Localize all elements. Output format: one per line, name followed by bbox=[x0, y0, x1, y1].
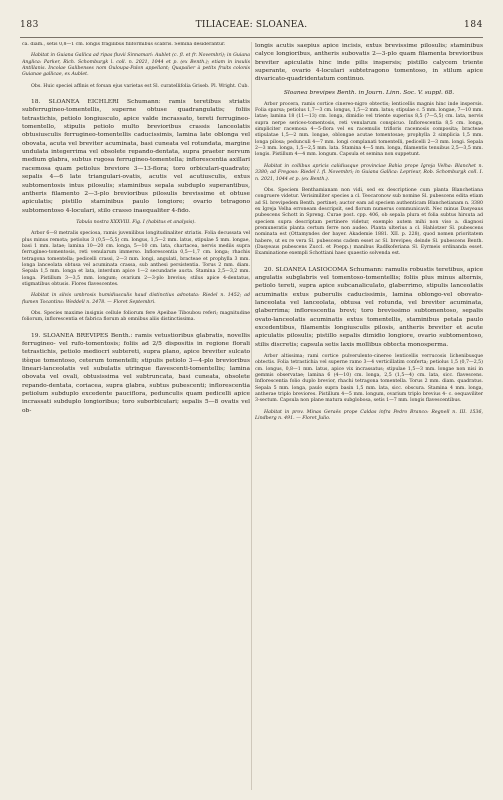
species-20-diagnosis: 20. SLOANEA LASIOCOMA Schumann: ramulis robustis teretibus, apice angulatis subglabris vel tomentoso-tomentellis; foliis plus minus alternis, petiolo tereti, supra apice subcanaliculato, glaberrimo, stipulis lanceolatis acuminatis extus puberulis caducissimis, lamina oblongo-vel obovato-lanceolata vel lanceolata, obtusa vel rotunda, vel breviter acuminata, glaberrima; inflorescentia brevi; toro brevissimo subtomentoso, sepalis ovato-lanceolatis acuminatis extus tomentellis, staminibus petala paulo excedentibus, filamentis longiusculis pilosis, antheris breviter et acute apiculatis pilosulis; pistillo sepalis dimidio longiore, ovario subtomentoso, stilis discretis; capsula setis laxis mollibus obtecta monosperma. bbox=[255, 266, 483, 348]
species-18-habitat: Habitat in silvis umbrosis humidiusculis haud distinctius adnotata: Riedel n. 1452; ad flumen Tocantins: Weddell n. 2478. — Floret Septembri. bbox=[22, 293, 250, 305]
column-gutter bbox=[251, 42, 252, 790]
species-19-observation: Obs. Speciem Benthamianam non vidi, sed ex descriptione cum planta Blanchetiana congruere videtur. Verisimiliter species a cl. Teocaronow sub nomine Sl. pubescens edita etiam ad Sl. brevipedem Benth. pertinet; auctor eam ad speciem authenticam Blanchetianam n. 3380 ex Igreja Velha erroneam descripsit, sed florum numerus communicavit. Nec minus Dasyeaus pubescens Schott in Spreng. Curae post. cpp. 406, ob sepala plura et folia subtus hirsuta ad speciem supra descriptam pertinere videtur, exemplo autem mihi non viso a. diagnosi premuneratis planta certum ferre non audeo. Planta ulterius a cl. Hahlotzer Sl. pubescens nominata est (Ottamyndes der bayer. Akademie 1881. XII. p. 228), quod nomen prioritatem habere, ut ex re vera Sl. pubescens cadem esset ac Sl. brevipes; deinde Sl. pubescens Benth. (Dasyeaus pubescens Zuccl. et Poepp.) manibus Radlkoferiana Sl. Eyrmeis ordinanda esset. Examinatione exempli Schottiani haec quaestio solvenda est. bbox=[255, 187, 483, 257]
species-19-description: Arbor procera, ramis cortice cinereo-nigro obtectis; lenticellis magnis hinc inde inspersis. Folia sparsa; petiolus 1,7—3 cm. longus, 1,5—2 mm. latus; stipulae c. 5 mm. longae, 7—10 mm. latae; lamina 18 (11—13) cm. longa, dimidio vel triente superius 8,5 (7—5,5) cm. lata, nervis supra nerpe sericeo-tomentosis, reti venularum conspicuo. Inflorescentia 8,5 cm. longa, simpliciter racemosa 4—5-flora vel ex racemulis trifloris racemosis composita; bracteae stipulatae 1,5—2 mm. longae, oblongae acutae tomentosae; prophylla 2 simplicia 1,5 mm. longa pilosa; pedunculi 4—7 mm. longi complanati tomentelli, pedicelli 2—3 mm. longi. Sepala 2—3 mm. longa, 1,5—2,5 mm. lata. Stamina 4—5 mm. longa, filamentis tenuibus 2,5—3,5 mm. longis. Pistillum 4—4 mm. longum. Capsula et semina non suppetunt. bbox=[255, 101, 483, 158]
left-page-number: 183 bbox=[20, 20, 39, 30]
species-18-description: Arbor 6—8 metralis speciosa, ramis juvenilibus longitudinaliter striatis. Folia decussata vel plus minus remota; petiolus 3 (0,5—5,5) cm. longus, 1,5—2 mm. latus, stipulae 5 mm. longae, basi 1 mm. latae; lamina 10—20 cm. longa, 5—10 cm. lata, chartacea, nervis mediis supra ferrugineo-tomentosis, reti venularum immerso. Inflorescentia 0,5—1,7 cm. longa; rhachis tetragona tomentella; pedicelli crassi, 2—3 mm. longi, angulati, bracteae et prophylla 3 mm. longa lanceolata obtusa vel acuminata crassa, sub anthesi persistentia. Torus 2 mm. diam. Sepala 1,5 mm. longa et lata, interdum apice 1—2 secundarie aucta. Stamina 2,5—3,2 mm. longa. Pistillum 3—3,5 mm. longum; ovarium 2—3-plo brevius; stilus apice 4-dentatus, stigmatibus obtusis. Flores flavescentes. bbox=[22, 231, 250, 287]
species-19-diagnosis-continued: longis acutis saepius apice incisis, extus brevissime pilosulis; staminibus calyce longioribus, antheris subovatis 2—3-plo quam filamenta brevioribus breviter apiculatis hinc inde pilis inspersis; pistillo calycem triente superante, ovario 4-loculari subtetragono tomentoso, in stilum apice divaricato-quadridentatum continuo. bbox=[255, 43, 483, 83]
running-title: TILIACEAE: SLOANEA. bbox=[195, 20, 308, 30]
left-column bbox=[22, 42, 250, 792]
species-19-habitat: Habitat in collibus apricis calidiusque provinciae Bahia prope Igreja Velha: Blanchet n. 3380; ad Fregoso: Riedel l. fl. Novembri; in Guiana Gallica: Leprieur, Rob. Schomburgk coll. I. n. 2021, 1044 et p. (ex Benth.). bbox=[255, 163, 483, 182]
fruit-description-end: ca. diam., setis 0,8—1 cm. longis fragilibus filiformibus scabris. Semina desiderantur. bbox=[22, 42, 226, 47]
species-18-observation: Obs. Species maxime insignis cellule foliorum fere Apeibae Tiboubou referi; magnitudine foliorum, inflorescentia et fabrica florum ab omnibus aliis distinctissima. bbox=[22, 311, 250, 323]
plate-reference: Tabula nostra XXXVIII. Fig. I (habitus et analysis). bbox=[76, 219, 196, 225]
running-header bbox=[20, 20, 483, 34]
habitat-paragraph: Habitat in Guiana Gallica ad ripas fluvii Sinnamari: Aublet (c. fl. et fr. Novembri); in Guiana Anglica: Parker, Rich. Schomburgk l. coll. n. 2021, 1044 et p. (ex Benth.); etiam in insulis Antillanis. Incolae Galibenses nom Ouloupa-Palon appellant; Quapalier à petits fruits colonis Guianae gallicae, ex Aublet. bbox=[22, 53, 250, 78]
species-20-habitat: Habitat in prov. Minas Geraës prope Caldas infra Pedro Branco: Regnell n. III. 1536, Lindberg n. 491. — Floret Julio. bbox=[255, 409, 483, 422]
species-20-description: Arbor altissima; rami cortice pulverulento-cinereo lenticellis verrucosis lichenibusque obtectis. Folia tetrastichia vel superne ramo 3—4 verticillatim conferta; petiolus 1,5 (0,7—2,5) cm. longus, 0,8—1 mm. latus, apice vix incrassatus; stipulae 1,5—3 mm. longae non nisi in gemmis observatae; lamina 6 (4—10) cm. longa, 2,5 (1,5—4) cm. lata, sicc. flavescens. Inflorescentia folio duplo brevior, rhachi tetragona tomentella. Torus 2 mm. diam. quadratus. Sepala 5 mm. longa, paulo supra basin 1,5 mm. lata, sicc. obscura. Stamina 4 mm. longa, antherae triplo breviores. Pistillum 4—5 mm. longum, ovarium triplo brevius 4- c. oequaviliter 3-sectum. Capsula non plane matura subglobosa, setis 1—7 mm. longis flavescentibus. bbox=[255, 354, 483, 404]
header-rule bbox=[20, 37, 483, 38]
right-column bbox=[255, 42, 483, 792]
species-19-diagnosis: 19. SLOANEA BREVIPES Benth.: ramis vetustioribus glabratis, novellis ferrugineo- vel rufo-tomentosis; foliis ad 2/5 dispositis in regione florali tetrastichis, petiolo mediocri subtereti, supra plano, apice breviter sulcato itèque tomentoso, ceterum tomentelli; stipulis petiolo 3—4-plo brevioribus lineari-lanceolatis vel subulatis utrinque flavescenti-tomentellis; lamina obovata vel ovali, obtusissima vel subtruncata, basi cuneata, obsolete repando-dentata, coriacea, supra glabra, subtus pubescenti; inflorescentia petiolum subduplo excedente pauciflora, pedunculis quam pedicelli apice incrassati subduplo longioribus; toro suborbiculari; sepalis 5—8 ovatis vel ob- bbox=[22, 332, 250, 414]
observation-note: Obs. Huic speciei affinis et forsan ejus varietas est Sl. curatellifolia Griseb. Pl. Wright. Cub. bbox=[31, 83, 249, 89]
literature-reference: Sloanea brevipes Benth. in Journ. Linn. Soc. V. suppl. 68. bbox=[283, 89, 455, 96]
species-18-diagnosis: 18. SLOANEA EICHLERI Schumann: ramis teretibus striatis subferrugineo-tomentellis, superne obtuse quadrangulatis; foliis tetrastichis, petiolo longiusculo, apice valde incrassato, tereti ferrugineo-tomentello, stipulis petiolo multo brevioribus crassis lanceolatis obtusiusculis ferrugineo-tomentellis caducissimis, lamina late oblonga vel obovata, acuta vel breviter acuminata, basi cuneata vel rotundata, margine undulata integerrima vel obsolete repando-dentata, supra praeter nervum medium glabra, subtus rugosa ferrugineo-tomentella; inflorescentia axillari racemosa quam petiolus breviore 3—13-flora; toro orbiculari-quadrato; sepalis 4—6 late triangulari-ovatis, acutis vel acutiusculis, extus subtomentosis intus pilosulis; staminibus sepala subduplo superantibus, antheris filamento 2—3-plo brevioribus pilosulis brevissime et obtuse apiculatis; pistillo staminibus paulo longiore; ovario tetragono subtomentoso 4-loculari, stilo crasso inaequaliter 4-fido. bbox=[22, 99, 250, 214]
right-page-number: 184 bbox=[464, 20, 483, 30]
